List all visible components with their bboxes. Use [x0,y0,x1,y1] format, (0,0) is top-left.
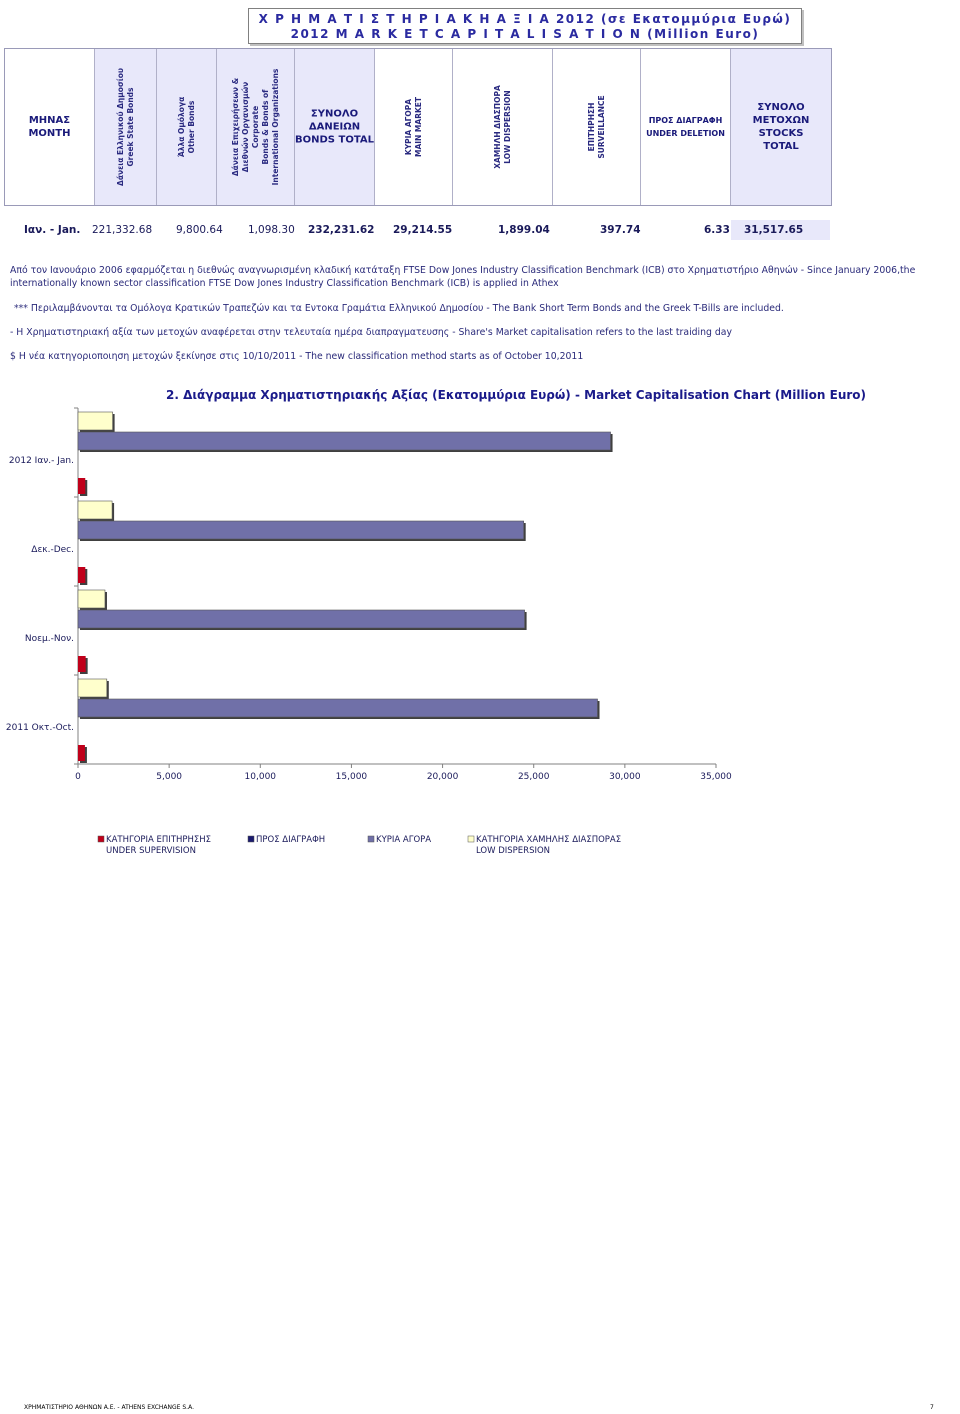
cell-under-deletion: 6.33 [704,224,730,236]
legend-label-2: LOW DISPERSION [476,846,551,856]
title-line-2: 2012 M A R K E T C A P I T A L I S A T I O N (Million Euro) [290,27,760,41]
bar-surveillance [78,745,85,761]
table-header [4,48,832,206]
header-other-bonds: Άλλα Ομόλογα Other Bonds [157,49,217,205]
note-classification: $ Η νέα κατηγοριοποιηση μετοχών ξεκίνησε στις 10/10/2011 - The new classification method starts as of October 10,2011 [10,351,584,362]
x-tick-label: 35,000 [700,772,732,782]
bar-κυρια [78,521,524,539]
table-row [4,220,830,240]
bar-κατηγορια [78,590,105,608]
x-tick-label: 0 [75,772,81,782]
legend-label: ΚΑΤΗΓΟΡΙΑ ΧΑΜΗΛΗΣ ΔΙΑΣΠΟΡΑΣ [476,835,622,845]
x-tick-label: 20,000 [426,772,459,782]
note-icb: Από τον Ιανουάριο 2006 εφαρμόζεται η διεθνώς αναγνωρισμένη κλαδική κατάταξη FTSE Dow Jones Industry Classification Benchmark (ICB) στο Χρηματιστήριο Αθηνών - Since January 2006,the internationally known sector classification FTSE Dow Jones Industry Classification Benchmark (ICB) is applied in Athex [10,265,916,289]
header-bonds-total: ΣΥΝΟΛΟ ΔΑΝΕΙΩΝ BONDS TOTAL [295,49,375,205]
cell-low-dispersion: 1,899.04 [498,224,550,236]
header-stocks-total: ΣΥΝΟΛΟ ΜΕΤΟΧΩΝ STOCKS TOTAL [731,49,831,205]
header-greek-bonds: Δάνεια Ελληνικού Δημοσίου Greek State Bonds [95,49,157,205]
legend-label: ΠΡΟΣ ΔΙΑΓΡΑΦΗ [256,835,326,845]
cell-stocks-total: 31,517.65 [744,224,804,236]
x-tick-label: 30,000 [609,772,641,782]
bar-surveillance [78,656,86,672]
cell-surveillance: 397.74 [600,224,641,236]
bar-κατηγορια [78,501,112,519]
bar-κυρια [78,699,598,717]
header-main-market: ΚΥΡΙΑ ΑΓΟΡΑ MAIN MARKET [375,49,453,205]
category-label: 2011 Οκτ.-Oct. [5,723,74,733]
header-under-deletion: ΠΡΟΣ ΔΙΑΓΡΑΦΗ UNDER DELETION [641,49,731,205]
legend-label-2: UNDER SUPERVISION [106,846,196,856]
legend-swatch [468,836,474,842]
cell-month: Ιαν. - Jan. [24,224,81,236]
legend-swatch [98,836,104,842]
legend-label: ΚΑΤΗΓΟΡΙΑ ΕΠΙΤΗΡΗΣΗΣ [106,835,212,845]
bar-surveillance [78,567,85,583]
note-capitalisation: - Η Χρηματιστηριακή αξία των μετοχών αναφέρεται στην τελευταία ημέρα διαπραγματευσης - Share's Market capitalisation refers to the last traiding day [10,327,732,338]
cell-main-market: 29,214.55 [393,224,453,236]
page-number: 7 [930,1404,934,1411]
legend-swatch [368,836,374,842]
category-label: 2012 Ιαν.- Jan. [8,456,74,466]
cell-bonds-total: 232,231.62 [308,224,375,236]
legend-label: ΚΥΡΙΑ ΑΓΟΡΑ [376,835,432,845]
header-month: ΜΗΝΑΣ MONTH [5,49,95,205]
chart-title: 2. Διάγραμμα Χρηματιστηριακής Αξίας (Εκατομμύρια Ευρώ) - Market Capitalisation Chart (Million Euro) [166,388,867,402]
bar-κατηγορια [78,679,107,697]
header-corporate-bonds: Δάνεια Επιχειρήσεων & Διεθνών Οργανισμών Corporate Bonds & Bonds of International Organizations [217,49,295,205]
bar-surveillance [78,478,85,494]
category-label: Δεκ.-Dec. [31,545,74,555]
bar-κυρια [78,432,611,450]
cell-corporate-bonds: 1,098.30 [248,224,295,236]
header-surveillance: ΕΠΙΤΗΡΗΣΗ SURVEILLANCE [553,49,641,205]
x-tick-label: 5,000 [156,772,183,782]
market-cap-chart [0,400,960,880]
category-label: Νοεμ.-Νον. [24,634,74,644]
header-low-dispersion: ΧΑΜΗΛΗ ΔΙΑΣΠΟΡΑ LOW DISPERSION [453,49,553,205]
footer-text: ΧΡΗΜΑΤΙΣΤΗΡΙΟ ΑΘΗΝΩΝ Α.Ε. - ATHENS EXCHANGE S.A. [24,1404,194,1411]
cell-greek-bonds: 221,332.68 [92,224,153,236]
report-title [248,8,802,44]
note-bonds-included: *** Περιλαμβάνονται τα Ομόλογα Κρατικών Τραπεζών και τα Εντοκα Γραμάτια Ελληνικού Δημοσίου - The Bank Short Term Bonds and the Greek T-Bills are included. [14,303,784,314]
title-line-1: Χ Ρ Η Μ Α Τ Ι Σ Τ Η Ρ Ι Α Κ Η Α Ξ Ι Α 2012 (σε Εκατομμύρια Ευρώ) [258,12,792,26]
cell-other-bonds: 9,800.64 [176,224,223,236]
bar-κυρια [78,610,525,628]
legend-swatch [248,836,254,842]
x-tick-label: 15,000 [335,772,368,782]
bar-κατηγορια [78,412,113,430]
x-tick-label: 25,000 [517,772,550,782]
x-tick-label: 10,000 [244,772,277,782]
